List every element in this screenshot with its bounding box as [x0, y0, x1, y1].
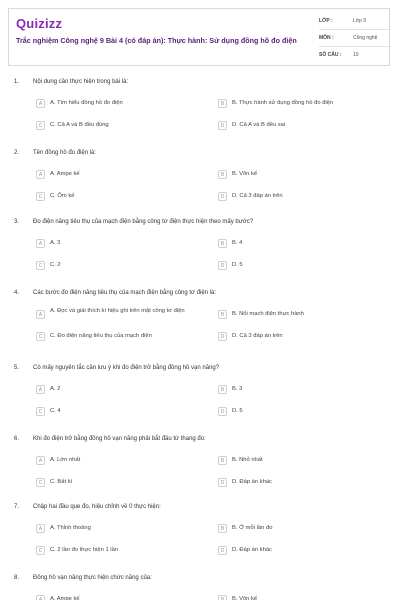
option-letter-box: C: [36, 407, 45, 416]
option-letter-box: D: [218, 261, 227, 270]
option-text: C. 2: [50, 262, 61, 268]
worksheet-meta: [319, 9, 391, 65]
option-letter-box: B: [218, 310, 227, 319]
question-text: Đo điện năng tiêu thụ của mạch điện bằng công tơ điện thực hiện theo mấy bước?: [33, 219, 254, 225]
option-text: A. Đọc và giải thích kí hiệu ghi trên mặt công tơ điện: [50, 308, 185, 314]
question-number: 3.: [14, 219, 20, 225]
option-text: A. 3: [50, 240, 61, 246]
option-letter-box: C: [36, 261, 45, 270]
option-text: A. Tìm hiểu đồng hồ đo điện: [50, 100, 123, 106]
option-letter-box: A: [36, 385, 45, 394]
option-letter-box: B: [218, 239, 227, 248]
meta-row-class: [319, 15, 391, 30]
option-letter-box: A: [36, 595, 45, 600]
meta-value: Lớp 9: [353, 18, 367, 24]
option-text: C. 2 lần đo thực hiện 1 lần: [50, 547, 119, 553]
option-letter-box: B: [218, 595, 227, 600]
question-number: 6.: [14, 436, 20, 442]
option-text: A. 2: [50, 386, 61, 392]
option-letter-box: C: [36, 192, 45, 201]
meta-row-count: [319, 49, 391, 63]
worksheet-header: [8, 8, 390, 66]
option-text: D. 5: [232, 262, 243, 268]
option-text: C. Đo điện năng tiêu thụ của mạch điện: [50, 333, 152, 339]
option-text: C. Cả A và B đều đúng: [50, 122, 109, 128]
question-number: 4.: [14, 290, 20, 296]
meta-row-subject: [319, 32, 391, 47]
option-letter-box: A: [36, 456, 45, 465]
option-letter-box: D: [218, 478, 227, 487]
question-text: Khi đo điện trở bằng đồng hồ vạn năng phải bắt đầu từ thang đo:: [33, 436, 206, 442]
question-text: Các bước đo điện năng tiêu thụ của mạch điện bằng công tơ điện là:: [33, 290, 217, 296]
question-number: 2.: [14, 150, 20, 156]
meta-key: MÔN :: [319, 35, 334, 41]
option-text: B. Thực hành sử dụng đồng hồ đo điện: [232, 100, 334, 106]
option-letter-box: D: [218, 546, 227, 555]
question-text: Có mấy nguyên tắc cần lưu ý khi đo điện trở bằng đồng hồ vạn năng?: [33, 365, 220, 371]
option-text: C. Ôm kế: [50, 193, 75, 199]
question-number: 7.: [14, 504, 20, 510]
meta-key: SỐ CÂU :: [319, 52, 342, 58]
question-text: Chập hai đầu que đo, hiệu chỉnh về 0 thực hiện:: [33, 504, 161, 510]
option-text: A. Lớn nhất: [50, 457, 81, 463]
meta-value: 10: [353, 52, 359, 58]
question-text: Tên đồng hồ đo điện là:: [33, 150, 97, 156]
option-text: D. Cả 3 đáp án trên: [232, 193, 283, 199]
option-letter-box: C: [36, 121, 45, 130]
question-text: Nội dung cần thực hiện trong bài là:: [33, 79, 129, 85]
option-letter-box: B: [218, 385, 227, 394]
option-letter-box: B: [218, 170, 227, 179]
meta-value: Công nghệ: [353, 35, 378, 41]
question-text: Đồng hồ vạn năng thực hiện chức năng của:: [33, 575, 152, 581]
option-text: B. Vôn kế: [232, 171, 258, 177]
question-number: 5.: [14, 365, 20, 371]
option-text: C. 4: [50, 408, 61, 414]
option-letter-box: C: [36, 478, 45, 487]
quizizz-logo: Quizizz: [16, 16, 63, 31]
option-letter-box: A: [36, 310, 45, 319]
option-letter-box: A: [36, 99, 45, 108]
option-text: A. Ampe kế: [50, 596, 80, 600]
option-letter-box: A: [36, 170, 45, 179]
option-letter-box: B: [218, 99, 227, 108]
option-text: B. 3: [232, 386, 243, 392]
question-number: 1.: [14, 79, 20, 85]
option-text: B. Nối mạch điện thực hành: [232, 311, 304, 317]
option-text: D. Đáp án khác: [232, 479, 272, 485]
option-text: D. Cả A và B đều sai: [232, 122, 286, 128]
option-letter-box: B: [218, 456, 227, 465]
option-letter-box: C: [36, 332, 45, 341]
worksheet-title: Trắc nghiệm Công nghệ 9 Bài 4 (có đáp án): Thực hành: Sử dụng đồng hồ đo điện: [16, 36, 297, 45]
option-letter-box: D: [218, 192, 227, 201]
option-text: D. 5: [232, 408, 243, 414]
option-text: D. Cả 3 đáp án trên: [232, 333, 283, 339]
option-text: B. Vôn kế: [232, 596, 258, 600]
option-letter-box: A: [36, 239, 45, 248]
option-letter-box: B: [218, 524, 227, 533]
question-number: 8.: [14, 575, 20, 581]
option-text: D. Đáp án khác: [232, 547, 272, 553]
option-letter-box: D: [218, 332, 227, 341]
option-text: B. Nhỏ nhất: [232, 457, 263, 463]
option-letter-box: D: [218, 121, 227, 130]
option-letter-box: D: [218, 407, 227, 416]
option-text: C. Bất kì: [50, 479, 73, 485]
option-text: A. Ampe kế: [50, 171, 80, 177]
option-letter-box: A: [36, 524, 45, 533]
option-letter-box: C: [36, 546, 45, 555]
option-text: B. 4: [232, 240, 243, 246]
option-text: B. Ở mỗi lần đo: [232, 525, 273, 531]
meta-key: LỚP :: [319, 18, 333, 24]
option-text: A. Thỉnh thoảng: [50, 525, 91, 531]
